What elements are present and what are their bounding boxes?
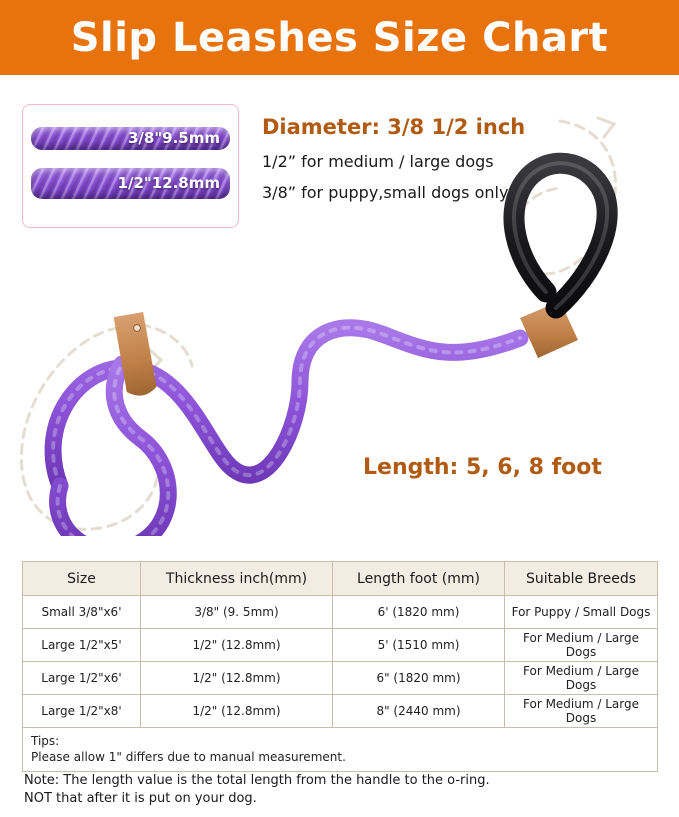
table-row bbox=[23, 596, 658, 629]
diameter-title: Diameter: 3/8 1/2 inch bbox=[262, 115, 526, 139]
cell-size: Large 1/2"x8' bbox=[23, 695, 141, 728]
cell-thickness: 1/2" (12.8mm) bbox=[141, 695, 333, 728]
cell-size: Large 1/2"x5' bbox=[23, 629, 141, 662]
note-line-1: Note: The length value is the total length from the handle to the o-ring. bbox=[24, 773, 490, 788]
table-row bbox=[23, 629, 658, 662]
cell-breeds: For Medium / Large Dogs bbox=[505, 629, 658, 662]
header-bar bbox=[0, 0, 679, 75]
spec-table bbox=[22, 561, 658, 772]
cell-thickness: 1/2" (12.8mm) bbox=[141, 662, 333, 695]
cell-breeds: For Puppy / Small Dogs bbox=[505, 596, 658, 629]
diameter-detail-puppy-small: 3/8” for puppy,small dogs only bbox=[262, 183, 509, 202]
cell-length: 6' (1820 mm) bbox=[333, 596, 505, 629]
table-row bbox=[23, 695, 658, 728]
cell-breeds: For Medium / Large Dogs bbox=[505, 662, 658, 695]
column-header-size: Size bbox=[23, 562, 141, 596]
cell-breeds: For Medium / Large Dogs bbox=[505, 695, 658, 728]
table-row bbox=[23, 662, 658, 695]
tips-label: Tips: bbox=[31, 734, 60, 748]
tips-text: Please allow 1" differs due to manual measurement. bbox=[31, 750, 346, 765]
note-line-2: NOT that after it is put on your dog. bbox=[24, 791, 257, 807]
column-header-breeds: Suitable Breeds bbox=[505, 562, 658, 596]
cord-thin-label: 3/8"9.5mm bbox=[128, 129, 220, 147]
cord-swatch-thin bbox=[31, 127, 230, 150]
thickness-swatch-box bbox=[22, 104, 239, 228]
page-title: Slip Leashes Size Chart bbox=[70, 14, 609, 61]
cell-length: 5' (1510 mm) bbox=[333, 629, 505, 662]
tips-row bbox=[23, 728, 658, 772]
cell-size: Small 3/8"x6' bbox=[23, 596, 141, 629]
cell-thickness: 3/8" (9. 5mm) bbox=[141, 596, 333, 629]
note-block bbox=[24, 772, 664, 808]
cord-thick-label: 1/2"12.8mm bbox=[117, 174, 220, 192]
column-header-length: Length foot (mm) bbox=[333, 562, 505, 596]
length-callout: Length: 5, 6, 8 foot bbox=[363, 455, 602, 480]
diameter-detail-medium-large: 1/2” for medium / large dogs bbox=[262, 152, 494, 171]
cell-length: 8" (2440 mm) bbox=[333, 695, 505, 728]
cell-size: Large 1/2"x6' bbox=[23, 662, 141, 695]
column-header-thickness: Thickness inch(mm) bbox=[141, 562, 333, 596]
cell-thickness: 1/2" (12.8mm) bbox=[141, 629, 333, 662]
cell-length: 6" (1820 mm) bbox=[333, 662, 505, 695]
table-header-row bbox=[23, 562, 658, 596]
cord-swatch-thick bbox=[31, 168, 230, 199]
tips-cell bbox=[23, 728, 658, 772]
